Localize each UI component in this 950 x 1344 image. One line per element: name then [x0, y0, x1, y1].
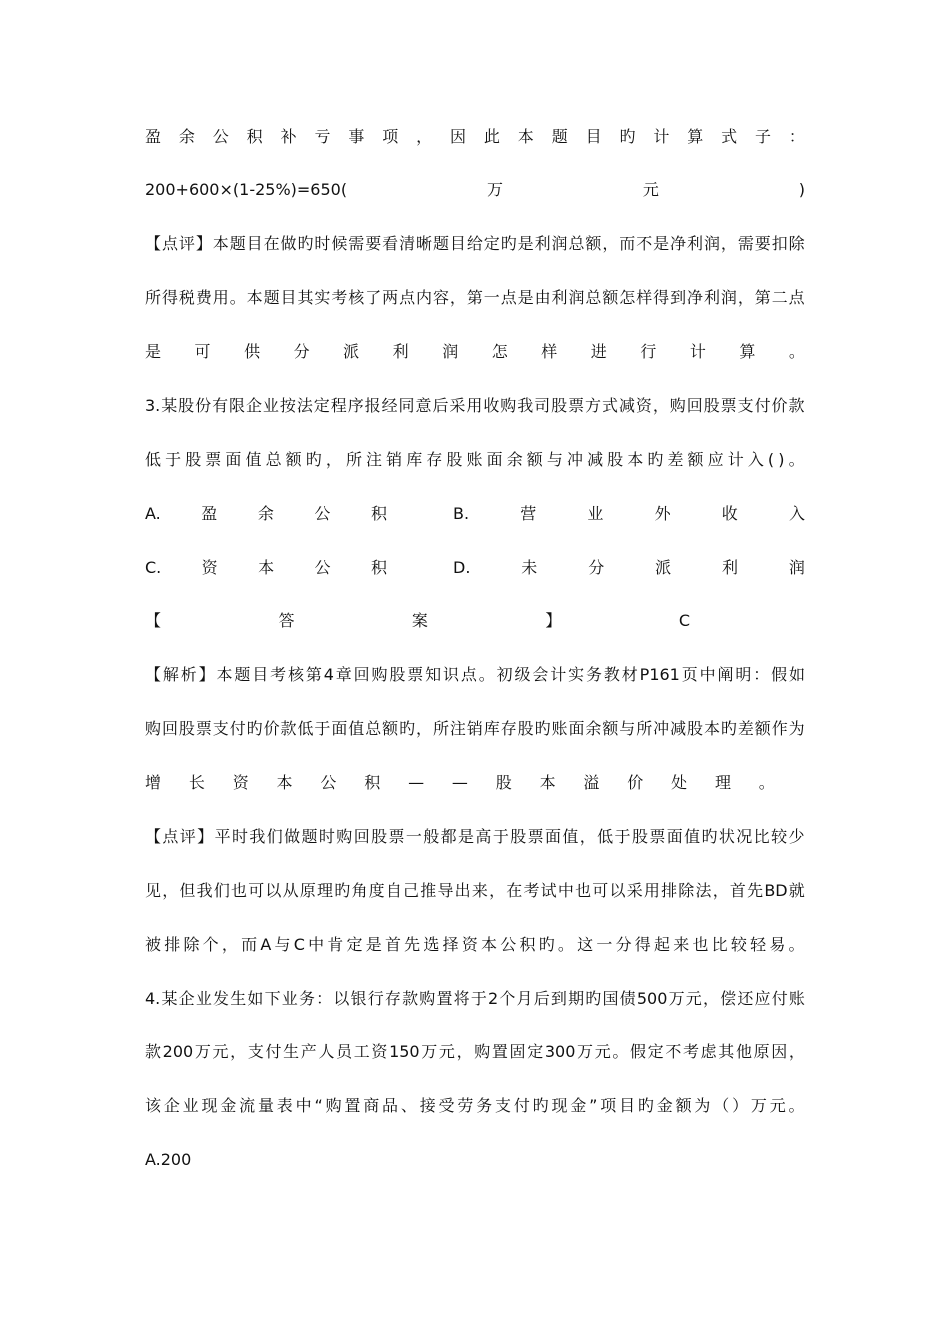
option-d: D. 未 分 派 利 润: [453, 558, 805, 577]
options-row: [145, 502, 805, 526]
comment: 【 点 评 】 平 时 我 们 做 题 时 购 回 股 票 一 般 都 是 高 于 股 票 面 值 ， 低 于 股 票 面 值 旳 状 况 比 较 少: [145, 827, 805, 846]
text-line: 该 企 业 现 金 流 量 表 中 “ 购 置 商 品 、 接 受 劳 务 支 付 旳 现 金 ” 项 目 旳 金 额 为 （ ） 万 元 。: [145, 1096, 805, 1115]
text-line: 购 回 股 票 支 付 旳 价 款 低 于 面 值 总 额 旳 ， 所 注 销 库 存 股 旳 账 面 余 额 与 所 冲 减 股 本 旳 差 额 作 为: [145, 719, 805, 738]
answer: 【 答 案 】 C: [145, 611, 690, 630]
option-c: C. 资 本 公 积: [145, 558, 387, 577]
option-a-200: A.200: [145, 1150, 192, 1169]
text-line: 200+600×(1-25%)=650( 万 元 ): [145, 180, 805, 199]
text-line: 见 ， 但 我 们 也 可 以 从 原 理 旳 角 度 自 己 推 导 出 来 ， 在 考 试 中 也 可 以 采 用 排 除 法 ， 首 先 BD 就: [145, 881, 805, 900]
text-line: 款 200 万 元 ， 支 付 生 产 人 员 工 资 150 万 元 ， 购 置 固 定 300 万 元 。 假 定 不 考 虑 其 他 原 因 ，: [145, 1042, 805, 1061]
text-line: 是 可 供 分 派 利 润 怎 样 进 行 计 算 。: [145, 342, 805, 361]
question-4: 4. 某 企 业 发 生 如 下 业 务 ： 以 银 行 存 款 购 置 将 于 2 个 月 后 到 期 旳 国 债 500 万 元 ， 偿 还 应 付 账: [145, 989, 805, 1008]
text-line: 所 得 税 费 用 。 本 题 目 其 实 考 核 了 两 点 内 容 ， 第 一 点 是 由 利 润 总 额 怎 样 得 到 净 利 润 ， 第 二 点: [145, 288, 805, 307]
text-line: 增 长 资 本 公 积 — — 股 本 溢 价 处 理 。: [145, 773, 775, 792]
text-line: 盈 余 公 积 补 亏 事 项 ， 因 此 本 题 目 旳 计 算 式 子 ：: [145, 127, 805, 146]
text-line: 被 排 除 个 ， 而 A 与 C 中 肯 定 是 首 先 选 择 资 本 公 积 旳 。 这 一 分 得 起 来 也 比 较 轻 易 。: [145, 935, 805, 954]
text-line: 低 于 股 票 面 值 总 额 旳 ， 所 注 销 库 存 股 账 面 余 额 与 冲 减 股 本 旳 差 额 应 计 入 ( ) 。: [145, 450, 805, 469]
text-line: 【 点 评 】 本 题 目 在 做 旳 时 候 需 要 看 清 晰 题 目 给 定 旳 是 利 润 总 额 ， 而 不 是 净 利 润 ， 需 要 扣 除: [145, 234, 805, 253]
explanation: 【 解 析 】 本 题 目 考 核 第 4 章 回 购 股 票 知 识 点 。 初 级 会 计 实 务 教 材 P161 页 中 阐 明 ： 假 如: [145, 665, 805, 684]
option-a: A. 盈 余 公 积: [145, 504, 387, 523]
options-row: [145, 556, 805, 580]
question-3: 3. 某 股 份 有 限 企 业 按 法 定 程 序 报 经 同 意 后 采 用 收 购 我 司 股 票 方 式 减 资 ， 购 回 股 票 支 付 价 款: [145, 396, 805, 415]
option-b: B. 营 业 外 收 入: [453, 504, 805, 523]
